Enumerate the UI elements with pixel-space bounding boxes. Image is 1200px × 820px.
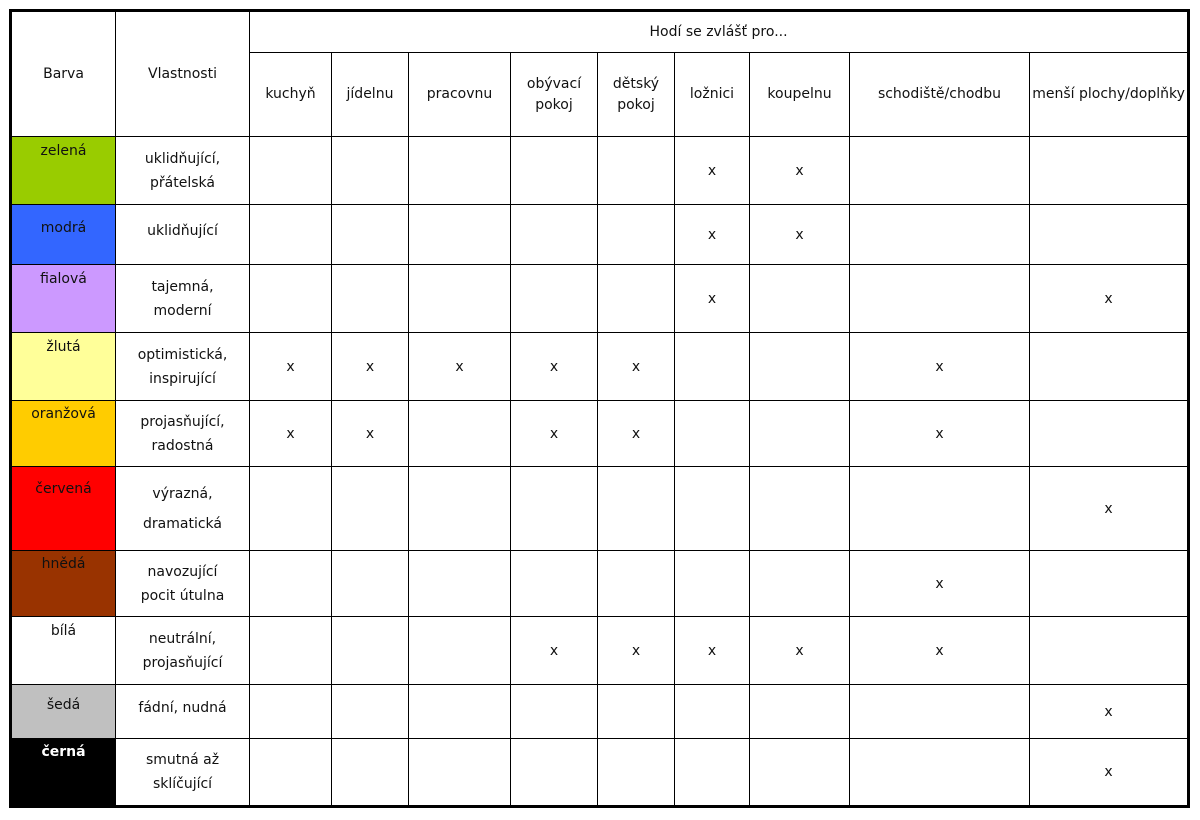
suitability-mark: x: [707, 162, 717, 179]
header-room-living-room: obývací pokoj: [511, 53, 598, 137]
property-line: výrazná,: [152, 485, 213, 502]
color-name: zelená: [40, 142, 87, 159]
property-line: optimistická,: [137, 346, 228, 363]
suitability-cell-kitchen: [250, 739, 332, 807]
suitability-mark: x: [707, 290, 717, 307]
suitability-mark: x: [707, 642, 717, 659]
suitability-mark: x: [795, 642, 804, 659]
suitability-cell-study: [409, 739, 511, 807]
suitability-mark: x: [549, 358, 559, 375]
suitability-mark: x: [286, 358, 295, 375]
properties-cell: [116, 137, 250, 205]
suitability-cell-staircase-hall: [850, 401, 1030, 467]
suitability-cell-study: [409, 401, 511, 467]
header-room-staircase-hall: schodiště/chodbu: [850, 53, 1030, 137]
suitability-cell-bedroom: [675, 685, 750, 739]
suitability-mark: x: [549, 642, 559, 659]
suitability-mark: x: [365, 425, 375, 442]
table-row: [11, 137, 1189, 205]
suitability-cell-staircase-hall: [850, 467, 1030, 551]
suitability-cell-kitchen: [250, 137, 332, 205]
suitability-cell-staircase-hall: [850, 739, 1030, 807]
suitability-mark: x: [935, 358, 944, 375]
properties-cell: [116, 551, 250, 617]
suitability-cell-kitchen: [250, 617, 332, 685]
suitability-cell-living-room: [511, 401, 598, 467]
suitability-cell-small-areas-accessories: [1030, 551, 1189, 617]
suitability-cell-dining-room: [332, 265, 409, 333]
suitability-cell-dining-room: [332, 137, 409, 205]
suitability-cell-bedroom: [675, 401, 750, 467]
suitability-mark: x: [935, 642, 944, 659]
suitability-cell-small-areas-accessories: [1030, 617, 1189, 685]
color-name-cell: [11, 333, 116, 401]
suitability-cell-staircase-hall: [850, 333, 1030, 401]
suitability-cell-childrens-room: [598, 333, 675, 401]
suitability-cell-kitchen: [250, 265, 332, 333]
suitability-cell-kitchen: [250, 551, 332, 617]
color-name-cell: [11, 137, 116, 205]
suitability-mark: x: [631, 358, 641, 375]
suitability-cell-dining-room: [332, 467, 409, 551]
suitability-cell-bathroom: [750, 685, 850, 739]
property-line: uklidňující,: [144, 150, 221, 167]
suitability-cell-bathroom: [750, 333, 850, 401]
suitability-mark: x: [935, 575, 944, 592]
suitability-cell-small-areas-accessories: [1030, 685, 1189, 739]
color-table: [9, 9, 1190, 808]
suitability-cell-dining-room: [332, 333, 409, 401]
properties-cell: [116, 739, 250, 807]
property-line: tajemná,: [151, 278, 214, 295]
header-color: Barva: [11, 11, 116, 137]
header-room-childrens-room: dětský pokoj: [598, 53, 675, 137]
suitability-mark: x: [631, 425, 641, 442]
suitability-cell-dining-room: [332, 739, 409, 807]
suitability-cell-childrens-room: [598, 137, 675, 205]
suitability-cell-dining-room: [332, 205, 409, 265]
table-row: [11, 265, 1189, 333]
suitability-mark: x: [1104, 290, 1113, 307]
suitability-cell-bathroom: [750, 551, 850, 617]
color-name-cell: [11, 205, 116, 265]
suitability-cell-living-room: [511, 205, 598, 265]
properties-cell: [116, 467, 250, 551]
property-line: radostná: [151, 437, 214, 454]
header-properties: Vlastnosti: [116, 11, 250, 137]
table-row: [11, 739, 1189, 807]
suitability-cell-small-areas-accessories: [1030, 265, 1189, 333]
color-name-cell: [11, 617, 116, 685]
table-row: [11, 333, 1189, 401]
suitability-cell-bedroom: [675, 137, 750, 205]
suitability-cell-dining-room: [332, 685, 409, 739]
color-name: fialová: [40, 270, 87, 287]
color-name: bílá: [50, 622, 77, 639]
table-row: [11, 205, 1189, 265]
suitability-cell-study: [409, 205, 511, 265]
suitability-cell-bedroom: [675, 265, 750, 333]
suitability-cell-living-room: [511, 137, 598, 205]
suitability-cell-bathroom: [750, 401, 850, 467]
property-line: pocit útulna: [140, 587, 225, 604]
suitability-mark: x: [707, 226, 717, 243]
property-line: neutrální,: [148, 630, 217, 647]
suitability-cell-kitchen: [250, 333, 332, 401]
suitability-mark: x: [935, 425, 944, 442]
suitability-cell-living-room: [511, 617, 598, 685]
property-line: sklíčující: [152, 776, 213, 792]
suitability-cell-study: [409, 333, 511, 401]
suitability-cell-kitchen: [250, 467, 332, 551]
suitability-cell-bathroom: [750, 137, 850, 205]
suitability-cell-small-areas-accessories: [1030, 205, 1189, 265]
suitability-cell-study: [409, 551, 511, 617]
suitability-cell-dining-room: [332, 401, 409, 467]
suitability-cell-study: [409, 617, 511, 685]
suitability-cell-kitchen: [250, 205, 332, 265]
properties-cell: [116, 333, 250, 401]
property-line: fádní, nudná: [138, 699, 227, 716]
property-line: uklidňující: [147, 222, 218, 239]
suitability-mark: x: [631, 642, 641, 659]
suitability-cell-study: [409, 467, 511, 551]
color-name: černá: [41, 744, 86, 760]
suitability-cell-small-areas-accessories: [1030, 137, 1189, 205]
color-name-cell: [11, 467, 116, 551]
table-row: [11, 401, 1189, 467]
table-row: [11, 467, 1189, 551]
property-line: dramatická: [143, 515, 222, 532]
properties-cell: [116, 265, 250, 333]
suitability-mark: x: [1104, 764, 1113, 780]
suitability-cell-bedroom: [675, 205, 750, 265]
suitability-cell-childrens-room: [598, 401, 675, 467]
suitability-cell-small-areas-accessories: [1030, 401, 1189, 467]
header-room-small-areas-accessories: menší plochy/doplňky: [1030, 53, 1189, 137]
header-room-kitchen: kuchyň: [250, 53, 332, 137]
suitability-cell-childrens-room: [598, 467, 675, 551]
suitability-mark: x: [365, 358, 375, 375]
suitability-cell-bedroom: [675, 333, 750, 401]
suitability-cell-living-room: [511, 265, 598, 333]
suitability-cell-childrens-room: [598, 551, 675, 617]
color-name: modrá: [40, 219, 87, 236]
suitability-cell-childrens-room: [598, 685, 675, 739]
color-name-cell: [11, 685, 116, 739]
suitability-mark: x: [1104, 500, 1113, 517]
suitability-cell-childrens-room: [598, 739, 675, 807]
property-line: projasňující: [142, 654, 223, 671]
suitability-mark: x: [795, 226, 804, 243]
suitability-cell-bedroom: [675, 739, 750, 807]
suitability-cell-bathroom: [750, 467, 850, 551]
suitability-cell-staircase-hall: [850, 205, 1030, 265]
property-line: smutná až: [145, 752, 220, 768]
property-line: navozující: [147, 563, 218, 580]
table-row: [11, 685, 1189, 739]
suitability-cell-study: [409, 685, 511, 739]
suitability-cell-bathroom: [750, 617, 850, 685]
properties-cell: [116, 685, 250, 739]
suitability-cell-bedroom: [675, 617, 750, 685]
header-room-dining-room: jídelnu: [332, 53, 409, 137]
suitability-cell-dining-room: [332, 617, 409, 685]
header-room-bathroom: koupelnu: [750, 53, 850, 137]
color-name-cell: [11, 739, 116, 807]
color-name: červená: [35, 480, 92, 497]
suitability-cell-small-areas-accessories: [1030, 739, 1189, 807]
suitability-mark: x: [455, 358, 464, 375]
suitability-cell-staircase-hall: [850, 551, 1030, 617]
suitability-cell-bathroom: [750, 205, 850, 265]
suitability-cell-bathroom: [750, 265, 850, 333]
suitability-cell-living-room: [511, 467, 598, 551]
suitability-cell-kitchen: [250, 685, 332, 739]
properties-cell: [116, 401, 250, 467]
property-line: přátelská: [150, 174, 215, 191]
property-line: inspirující: [149, 370, 216, 387]
properties-cell: [116, 617, 250, 685]
suitability-cell-small-areas-accessories: [1030, 333, 1189, 401]
suitability-cell-childrens-room: [598, 617, 675, 685]
color-name-cell: [11, 265, 116, 333]
suitability-cell-staircase-hall: [850, 617, 1030, 685]
table-row: [11, 551, 1189, 617]
suitability-cell-living-room: [511, 685, 598, 739]
color-name-cell: [11, 401, 116, 467]
property-line: projasňující,: [140, 413, 225, 430]
suitability-cell-study: [409, 137, 511, 205]
suitability-cell-living-room: [511, 333, 598, 401]
header-suitable-for: Hodí se zvlášť pro...: [250, 11, 1189, 53]
suitability-cell-bedroom: [675, 551, 750, 617]
color-name: oranžová: [31, 405, 96, 422]
suitability-cell-bedroom: [675, 467, 750, 551]
suitability-cell-dining-room: [332, 551, 409, 617]
suitability-mark: x: [1104, 703, 1113, 720]
document-page: [9, 9, 1190, 808]
properties-cell: [116, 205, 250, 265]
suitability-mark: x: [795, 162, 804, 179]
suitability-cell-staircase-hall: [850, 137, 1030, 205]
suitability-cell-childrens-room: [598, 265, 675, 333]
table-row: [11, 617, 1189, 685]
color-name: hnědá: [41, 555, 86, 572]
color-name: žlutá: [46, 338, 81, 355]
suitability-cell-living-room: [511, 739, 598, 807]
suitability-cell-staircase-hall: [850, 265, 1030, 333]
suitability-mark: x: [286, 425, 295, 442]
suitability-cell-kitchen: [250, 401, 332, 467]
suitability-cell-childrens-room: [598, 205, 675, 265]
suitability-cell-living-room: [511, 551, 598, 617]
suitability-cell-study: [409, 265, 511, 333]
color-name-cell: [11, 551, 116, 617]
suitability-cell-staircase-hall: [850, 685, 1030, 739]
header-room-study: pracovnu: [409, 53, 511, 137]
suitability-cell-bathroom: [750, 739, 850, 807]
suitability-mark: x: [549, 425, 559, 442]
color-name: šedá: [46, 696, 81, 713]
property-line: moderní: [153, 302, 212, 319]
suitability-cell-small-areas-accessories: [1030, 467, 1189, 551]
header-room-bedroom: ložnici: [675, 53, 750, 137]
